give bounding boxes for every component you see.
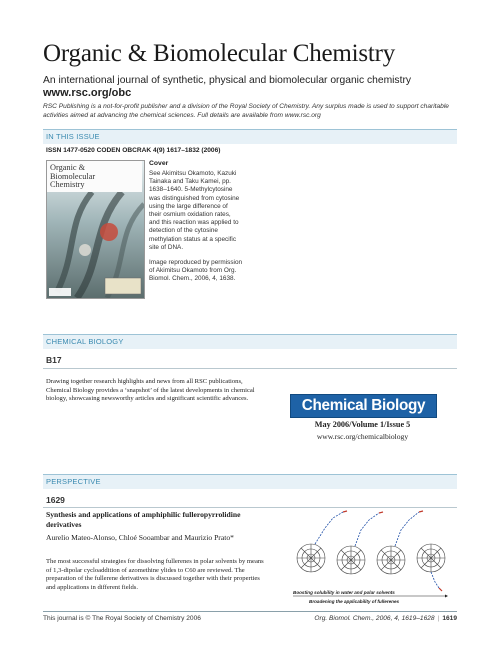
article-authors: Aurelio Mateo-Alonso, Chloé Sooambar and Maurizio Prato* (46, 533, 234, 542)
cover-credit: Image reproduced by permission of Akimitsu Okamoto from Org. Biomol. Chem., 2006, 4, 1638. (149, 259, 243, 283)
journal-url[interactable]: www.rsc.org/obc (43, 87, 132, 99)
footer-separator: | (437, 615, 440, 622)
in-this-issue-band (43, 129, 457, 144)
article-title[interactable]: Synthesis and applications of amphiphilic fulleropyrrolidine derivatives (46, 510, 241, 529)
footer-page-number: 1619 (442, 615, 457, 622)
cover-title-line: Organic & (50, 163, 86, 172)
cover-image-title (50, 164, 95, 190)
journal-subtitle: An international journal of synthetic, physical and biomolecular organic chemistry (43, 75, 412, 86)
footer-citation: Org. Biomol. Chem., 2006, 4, 1619–1628 (314, 615, 435, 622)
toc-graphic (289, 506, 449, 607)
divider (43, 368, 457, 369)
chemical-biology-description: Drawing together research highlights and news from all RSC publications, Chemical Biology provides a ‘snapshot’ of the latest developments in chemical biology, showcasing newsworthy articles and significant scientific advances. (46, 378, 255, 402)
article-abstract: The most successful strategies for dissolving fullerenes in polar solvents by means of 1,3-dipolar cycloaddition of azomethine ylides to C60 are reviewed. The preparation of the fullerene derivatives is discussed together with their properties and applications in different fields. (46, 558, 264, 591)
footer-citation-block (290, 615, 457, 622)
chemical-biology-label: CHEMICAL BIOLOGY (46, 337, 124, 346)
cover-image-header (47, 161, 142, 192)
perspective-band (43, 474, 457, 489)
journal-title: Organic & Biomolecular Chemistry (43, 40, 396, 67)
cover-image (46, 160, 145, 299)
in-this-issue-label: IN THIS ISSUE (46, 132, 100, 141)
footer-divider (43, 611, 457, 612)
cover-caption: See Akimitsu Okamoto, Kazuki Tainaka and Taku Kamei, pp. 1638–1640. 5-Methylcytosine was distinguished from cytosine using the large difference of their osmium oxidation rates, and this reaction was applied to detection of the cytosine methylation status at a specific site of DNA. (149, 170, 240, 251)
footer-copyright: This journal is © The Royal Society of Chemistry 2006 (43, 615, 201, 622)
chemical-biology-url[interactable]: www.rsc.org/chemicalbiology (316, 432, 409, 441)
chemical-biology-issue: May 2006/Volume 1/Issue 5 (314, 420, 411, 429)
chemical-biology-page-number[interactable]: B17 (46, 355, 62, 365)
cover-artwork (47, 192, 144, 298)
perspective-label: PERSPECTIVE (46, 477, 101, 486)
cover-title-line: Biomolecular (50, 171, 96, 181)
toc-graphic-caption: Broadening the applicability of fullerenes (309, 599, 400, 604)
cover-title-line: Chemistry (50, 180, 85, 190)
perspective-page-number[interactable]: 1629 (46, 495, 65, 505)
cover-caption-title: Cover (149, 160, 169, 167)
issn-line: ISSN 1477-0520 CODEN OBCRAK 4(9) 1617–1832 (2006) (46, 147, 221, 154)
publisher-note: RSC Publishing is a not-for-profit publisher and a division of the Royal Society of Chemistry. Any surplus made is used to support charitable activities aimed at advancing the chemical sciences. Full details are available from www.rsc.org (43, 103, 449, 119)
chemical-biology-banner: Chemical Biology (290, 394, 437, 418)
toc-graphic-caption: Boosting solubility in water and polar solvents (293, 590, 395, 595)
